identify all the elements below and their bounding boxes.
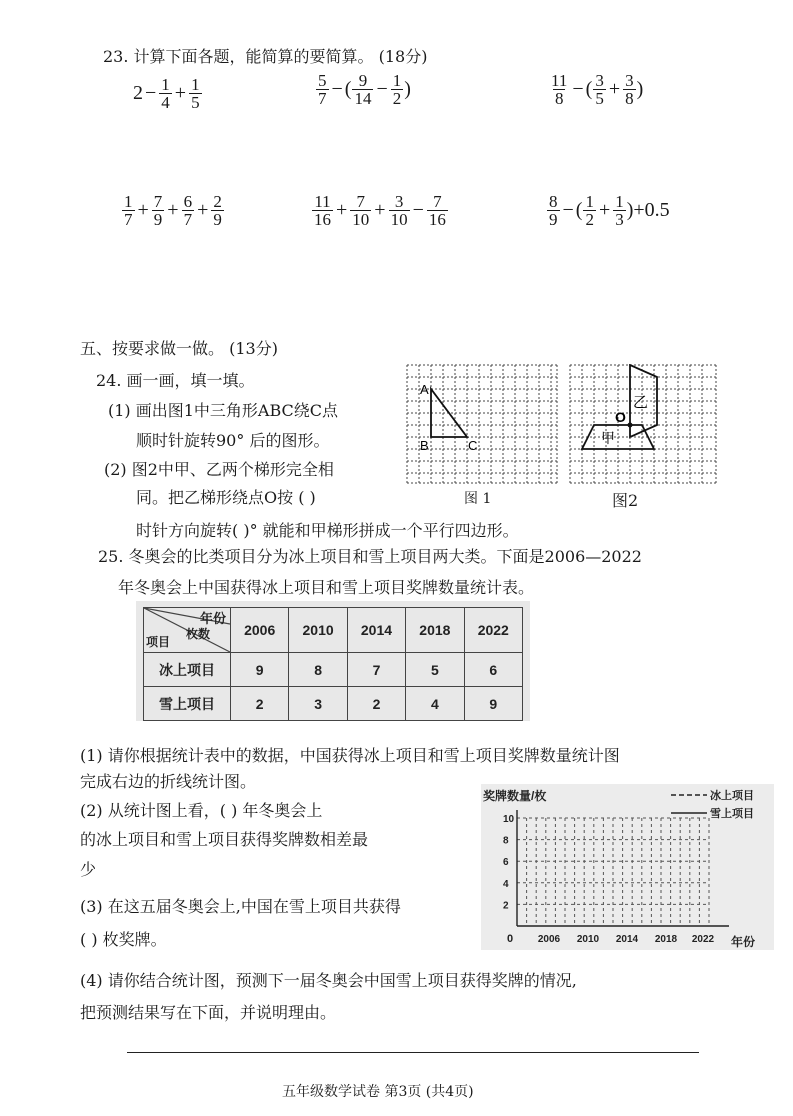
- q25-intro-line1: 25. 冬奥会的比类项目分为冰上项目和雪上项目两大类。下面是2006—2022: [98, 547, 642, 566]
- expression-2: $\frac{5}{7}$ − ( $\frac{9}{14}$ − $\frac{1}{2}$ ): [318, 71, 411, 108]
- header-year: 2018: [406, 608, 464, 653]
- footer-divider: [127, 1052, 699, 1053]
- q24-title: 24. 画一画，填一填。: [96, 371, 255, 390]
- q25-sub2-line2: 的冰上项目和雪上项目获得奖牌数相差最: [80, 830, 369, 849]
- figure-1-label: 图 1: [464, 491, 492, 507]
- header-year: 2014: [347, 608, 405, 653]
- q25-sub1-line2: 完成右边的折线统计图。: [80, 772, 257, 791]
- section-5-title: 五、按要求做一做。 (13分): [80, 339, 278, 358]
- table-cell: 3: [289, 687, 347, 721]
- y-tick-label: 10: [503, 814, 515, 825]
- expression-1: 2 − $\frac{1}{4}$ + $\frac{1}{5}$: [133, 75, 200, 112]
- q24-part2-line3: 时针方向旋转( )° 就能和甲梯形拼成一个平行四边形。: [136, 521, 519, 540]
- table-corner-cell: 年份 枚数 项目: [144, 608, 231, 653]
- x-axis-label: 年份: [731, 935, 756, 949]
- table-cell: 9: [464, 687, 522, 721]
- medal-line-chart[interactable]: [481, 784, 774, 950]
- medal-stats-table: [143, 607, 523, 721]
- q23-title: 23. 计算下面各题，能简算的要简算。 (18分): [103, 47, 428, 66]
- yi-label: 乙: [633, 393, 649, 411]
- point-a-label: A: [420, 382, 429, 397]
- page-footer: 五年级数学试卷 第3页 (共4页): [282, 1084, 474, 1100]
- x-tick-label: 2018: [654, 934, 678, 945]
- y-tick-label: 6: [503, 857, 509, 869]
- table-row: [144, 653, 523, 687]
- q24-part1-line1: (1) 画出图1中三角形ABC绕C点: [108, 401, 339, 420]
- point-b-label: B: [420, 438, 429, 453]
- table-cell: 6: [464, 653, 522, 687]
- expression-4: $\frac{1}{7}$ + $\frac{7}{9}$ + $\frac{6}{7}$ + $\frac{2}{9}$: [124, 192, 222, 229]
- table-cell: 8: [289, 653, 347, 687]
- q25-intro-line2: 年冬奥会上中国获得冰上项目和雪上项目奖牌数量统计表。: [118, 578, 535, 597]
- row-label: 雪上项目: [144, 687, 231, 721]
- q24-part2-line1: (2) 图2中甲、乙两个梯形完全相: [104, 460, 334, 479]
- expression-5: $\frac{11}{16}$ + $\frac{7}{10}$ + $\frac{3}{10}$ − $\frac{7}{16}$: [314, 192, 446, 229]
- figure-1-grid[interactable]: [406, 364, 558, 484]
- point-o-label: O: [615, 409, 626, 425]
- stats-table-panel: [136, 601, 530, 721]
- table-cell: 2: [347, 687, 405, 721]
- q25-sub2-line1: (2) 从统计图上看，( ) 年冬奥会上: [80, 801, 323, 820]
- row-label: 冰上项目: [144, 653, 231, 687]
- table-cell: 9: [231, 653, 289, 687]
- table-cell: 2: [231, 687, 289, 721]
- y-axis-label: 奖牌数量/枚: [483, 789, 547, 803]
- origin-label: 0: [507, 933, 514, 945]
- header-year: 2006: [231, 608, 289, 653]
- table-cell: 5: [406, 653, 464, 687]
- header-year: 2010: [289, 608, 347, 653]
- q25-sub3-line2: ( ) 枚奖牌。: [80, 930, 167, 949]
- q25-sub2-line3: 少: [80, 860, 97, 879]
- q25-sub4-line1: (4) 请你结合统计图，预测下一届冬奥会中国雪上项目获得奖牌的情况,: [80, 971, 577, 990]
- table-cell: 7: [347, 653, 405, 687]
- y-tick-label: 2: [503, 900, 509, 912]
- figure-2-label: 图2: [612, 491, 639, 510]
- figure-2-grid[interactable]: [569, 364, 717, 484]
- x-tick-label: 2010: [576, 934, 600, 945]
- table-cell: 4: [406, 687, 464, 721]
- y-tick-label: 4: [503, 878, 509, 890]
- legend-snow-label: 雪上项目: [710, 808, 754, 820]
- y-tick-label: 8: [503, 835, 509, 847]
- x-tick-label: 2006: [537, 934, 561, 945]
- expression-6: $\frac{8}{9}$ − ( $\frac{1}{2}$ + $\frac{1}{3}$ ) +0.5: [549, 192, 670, 229]
- point-c-label: C: [468, 438, 478, 453]
- header-year: 2022: [464, 608, 522, 653]
- q25-sub4-line2: 把预测结果写在下面，并说明理由。: [80, 1003, 337, 1022]
- q25-sub3-line1: (3) 在这五届冬奥会上,中国在雪上项目共获得: [80, 897, 401, 916]
- q24-part1-line2: 顺时针旋转90° 后的图形。: [136, 431, 330, 450]
- expression-3: $\frac{11}{8}$ − ( $\frac{3}{5}$ + $\frac{3}{8}$ ): [551, 71, 644, 108]
- jia-label: 甲: [601, 431, 615, 447]
- x-tick-label: 2022: [691, 934, 715, 945]
- q25-sub1-line1: (1) 请你根据统计表中的数据，中国获得冰上项目和雪上项目奖牌数量统计图: [80, 746, 620, 765]
- q24-part2-line2: 同。把乙梯形绕点O按 ( ): [136, 488, 316, 507]
- x-tick-label: 2014: [615, 934, 639, 945]
- legend-ice-label: 冰上项目: [710, 790, 754, 802]
- table-row: [144, 687, 523, 721]
